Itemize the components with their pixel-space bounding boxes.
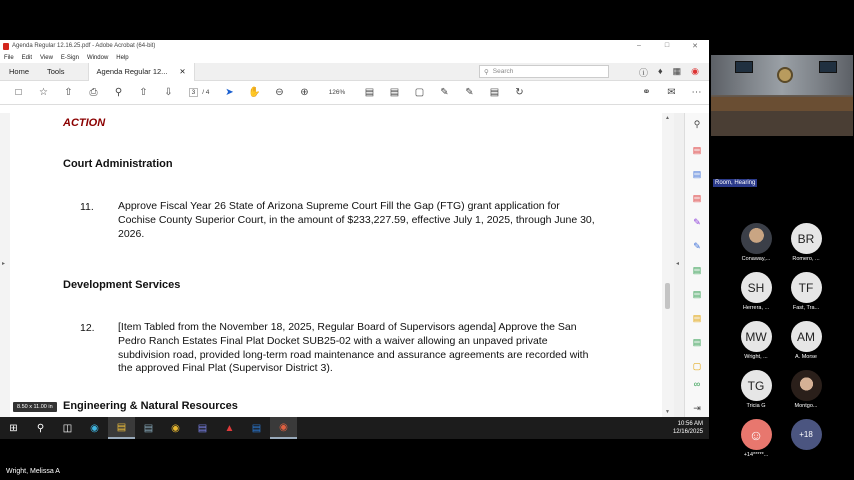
email-icon[interactable]: ✉	[667, 87, 676, 98]
zoom-in-icon[interactable]: ⊕	[300, 87, 309, 98]
acrobat-window	[0, 40, 709, 417]
scroll-thumb[interactable]	[665, 283, 670, 309]
profile-avatar-icon[interactable]: ◉	[691, 66, 699, 76]
video-dais	[711, 97, 853, 111]
collapse-rail-icon[interactable]: ⇥	[693, 403, 701, 413]
scroll-mode-icon[interactable]: ▤	[389, 87, 400, 98]
tools-rail	[684, 113, 709, 417]
scan-icon[interactable]: ▤	[692, 265, 702, 275]
prev-page-icon[interactable]: ⇧	[139, 87, 148, 98]
meeting-app-icon[interactable]: ◉	[270, 417, 297, 439]
close-window-button[interactable]: ✕	[692, 43, 698, 50]
organize-pages-icon[interactable]: ▤	[692, 193, 702, 203]
pen-icon[interactable]: ✎	[440, 87, 449, 98]
pdf-app-icon	[3, 43, 9, 50]
menu-view[interactable]: View	[40, 54, 53, 61]
export-pdf-icon[interactable]: ▤	[692, 169, 702, 179]
participant-tile[interactable]	[730, 272, 782, 311]
participant-tile[interactable]	[730, 419, 782, 458]
scroll-down-icon[interactable]: ▼	[665, 409, 670, 415]
zoom-icon[interactable]: ⚲	[693, 119, 701, 129]
participant-name: A. Morse	[794, 354, 817, 360]
edit-pdf-icon[interactable]: ✎	[693, 241, 701, 251]
tab-home[interactable]: Home	[9, 67, 30, 76]
page-indicator	[181, 88, 217, 97]
room-label: Room, Hearing	[715, 180, 756, 186]
close-tab-icon[interactable]: ✕	[179, 67, 186, 76]
comment-icon[interactable]: ▢	[414, 87, 425, 98]
window-title: Agenda Regular 12.16.25.pdf - Adobe Acrobat (64-bit)	[12, 43, 156, 49]
more-icon[interactable]: ⋯	[691, 87, 702, 98]
chrome-icon[interactable]: ◉	[171, 422, 180, 434]
window-controls	[625, 42, 709, 50]
participant-tile[interactable]	[780, 321, 832, 360]
participant-avatar	[791, 370, 822, 401]
participant-tile[interactable]	[780, 272, 832, 311]
start-windows-icon[interactable]: ⊞	[9, 422, 18, 434]
participant-tile[interactable]	[780, 419, 832, 452]
create-pdf-icon[interactable]: ▤	[692, 145, 702, 155]
menu-file[interactable]: File	[4, 54, 14, 61]
vertical-scrollbar[interactable]	[662, 113, 674, 417]
tab-tools[interactable]: Tools	[47, 67, 65, 76]
zoom-search-icon[interactable]: ⚲	[114, 87, 123, 98]
minimize-button[interactable]: –	[637, 42, 641, 49]
teams-icon[interactable]: ▤	[197, 422, 208, 434]
right-panel-toggle[interactable]	[674, 113, 684, 417]
search-placeholder: Search	[492, 68, 514, 75]
search-icon: ⚲	[484, 68, 489, 76]
print-icon[interactable]: ⎙	[89, 87, 98, 98]
next-page-icon[interactable]: ⇩	[164, 87, 173, 98]
county-seal	[777, 67, 793, 83]
hand-tool-icon[interactable]: ✋	[248, 87, 261, 98]
toolbar-right	[634, 87, 709, 98]
item-number: 12.	[80, 322, 95, 334]
participant-avatar	[741, 223, 772, 254]
title-bar	[0, 40, 709, 52]
document-area	[0, 113, 709, 417]
chevron-left-icon: ◂	[676, 261, 680, 267]
page-total: / 4	[202, 89, 210, 96]
help-icon[interactable]: ⓘ	[639, 68, 649, 78]
tab-document-label: Agenda Regular 12...	[96, 67, 168, 76]
participant-name: Fast, Tra...	[792, 305, 820, 311]
save-icon[interactable]: □	[15, 87, 22, 98]
windows-taskbar	[0, 417, 709, 439]
pdf-page	[10, 113, 662, 417]
clock-time: 10:56 AM	[677, 421, 703, 427]
zoom-level-select[interactable]: 126%	[328, 89, 346, 96]
task-view-icon[interactable]: ◫	[62, 422, 73, 434]
link-icon[interactable]: ⚭	[642, 87, 651, 98]
participant-name: Conaway,...	[741, 256, 771, 262]
video-screen-left	[735, 61, 753, 73]
participant-tile[interactable]	[780, 370, 832, 409]
app-icon[interactable]: ▤	[143, 422, 154, 434]
section-heading-court: Court Administration	[63, 158, 173, 170]
left-panel-toggle[interactable]	[0, 113, 10, 417]
maximize-button[interactable]: □	[664, 42, 670, 49]
participant-tile[interactable]	[780, 223, 832, 262]
select-cursor-icon[interactable]: ➤	[225, 87, 234, 98]
menu-window[interactable]: Window	[86, 54, 109, 61]
participant-avatar: AM	[791, 321, 822, 352]
upload-cloud-icon[interactable]: ⇧	[64, 87, 73, 98]
search-taskbar-icon[interactable]: ⚲	[36, 422, 45, 434]
participant-avatar: TF	[791, 272, 822, 303]
participant-name: Herrera, ...	[742, 305, 770, 311]
participant-name: Tricia G	[746, 403, 766, 409]
participant-avatar: +18	[791, 419, 822, 450]
acrobat-taskbar-icon[interactable]: ▲	[224, 422, 235, 434]
participant-tile[interactable]	[730, 223, 782, 262]
redact-icon[interactable]: ▤	[692, 337, 702, 347]
search-input[interactable]	[479, 65, 609, 78]
fit-page-icon[interactable]: ▤	[364, 87, 375, 98]
participant-avatar	[741, 419, 772, 450]
participant-name: +14*****...	[743, 452, 769, 458]
presenter-name: Wright, Melissa A	[6, 468, 60, 475]
protect-icon[interactable]: ▤	[692, 313, 702, 323]
delete-icon[interactable]: ▤	[489, 87, 500, 98]
more-tools-icon[interactable]: ∞	[693, 379, 701, 389]
page-size-badge: 8.50 x 11.00 in	[13, 402, 57, 412]
file-explorer-icon[interactable]: ▤	[108, 417, 135, 439]
participant-name: Wright, ...	[744, 354, 768, 360]
participant-avatar: BR	[791, 223, 822, 254]
compress-icon[interactable]: ▤	[692, 289, 702, 299]
chevron-right-icon: ▸	[2, 261, 6, 267]
fill-sign-icon[interactable]: ✎	[693, 217, 701, 227]
menu-esign[interactable]: E-Sign	[60, 54, 79, 61]
menu-bar	[0, 52, 709, 63]
item-text: [Item Tabled from the November 18, 2025, Regular Board of Supervisors agenda] Approve the San Pedro Ranch Estates Final Plat Docket SUB25-02 with a waiver allowing an unpaved private subdivision road, provided long-term road maintenance and assurance agreements are recorded with the approved Final Plat (Supervisor District 3).	[118, 321, 589, 375]
tab-document[interactable]	[88, 63, 195, 81]
header-tools	[639, 66, 699, 79]
room-video-feed	[711, 55, 853, 136]
bookmark-star-icon[interactable]: ☆	[39, 87, 48, 98]
clock-date: 12/16/2025	[672, 429, 703, 435]
zoom-out-icon[interactable]: ⊖	[275, 87, 284, 98]
system-clock[interactable]	[673, 420, 703, 436]
participant-avatar: SH	[741, 272, 772, 303]
video-screen-right	[819, 61, 837, 73]
bell-icon[interactable]: ♦	[658, 66, 663, 76]
comment-panel-icon[interactable]: ▢	[692, 361, 702, 371]
participant-tile[interactable]	[730, 370, 782, 409]
rotate-icon[interactable]: ↻	[515, 87, 524, 98]
outlook-icon[interactable]: ▤	[251, 422, 262, 434]
menu-help[interactable]: Help	[116, 54, 129, 61]
tab-bar	[0, 63, 709, 81]
page-number-input[interactable]: 3	[189, 88, 199, 97]
toolbar	[0, 81, 709, 105]
section-heading-engineering: Engineering & Natural Resources	[63, 400, 238, 412]
action-heading: ACTION	[63, 117, 106, 129]
participant-name: Montgo...	[794, 403, 818, 409]
participant-avatar: TG	[741, 370, 772, 401]
item-number: 11.	[80, 201, 94, 213]
menu-edit[interactable]: Edit	[21, 54, 33, 61]
edge-browser-icon[interactable]: ◉	[90, 422, 99, 434]
section-heading-development: Development Services	[63, 279, 181, 291]
video-floor	[711, 111, 853, 136]
participant-name: Romero, ...	[792, 256, 820, 262]
scroll-up-icon[interactable]: ▲	[665, 115, 670, 121]
item-text: Approve Fiscal Year 26 State of Arizona Supreme Court Fill the Gap (FTG) grant application for Cochise County Superior Court, in the amount of $233,227.59, effective July 1, 2025, through June 30, 2026.	[118, 200, 595, 240]
highlight-icon[interactable]: ✎	[465, 87, 474, 98]
phone-user-icon: ☺	[748, 426, 764, 443]
apps-grid-icon[interactable]: ▦	[672, 66, 682, 76]
participant-avatar: MW	[741, 321, 772, 352]
participant-tile[interactable]	[730, 321, 782, 360]
